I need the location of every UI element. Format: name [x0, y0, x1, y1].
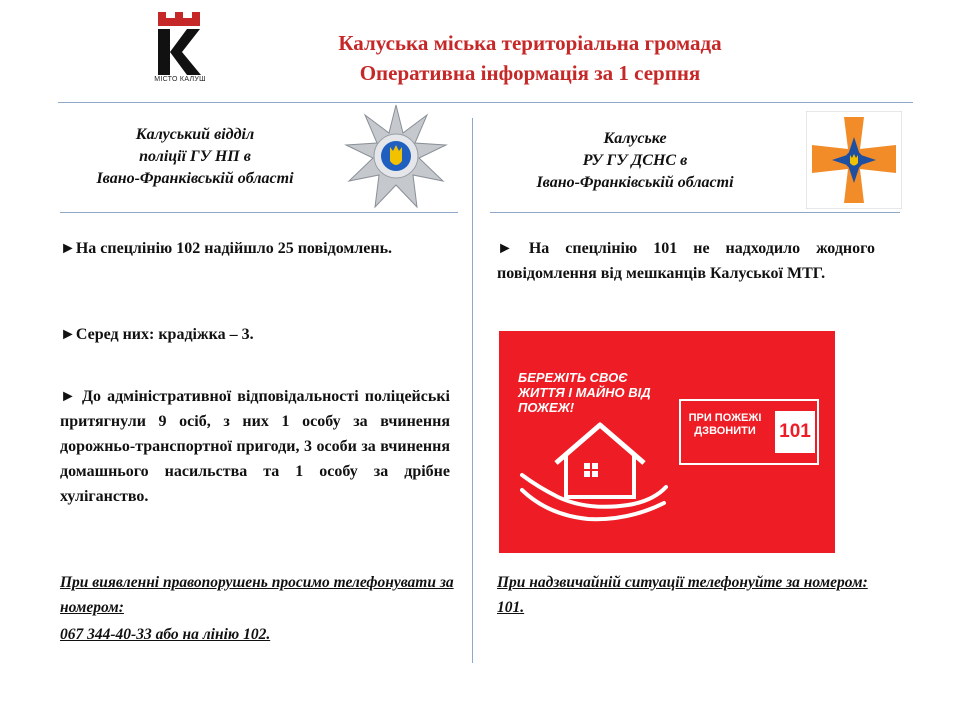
- header-divider: [58, 102, 913, 103]
- dsns-department-name: Калуське РУ ГУ ДСНС в Івано-Франківській області: [536, 130, 734, 191]
- house-in-hand-icon: [518, 415, 668, 525]
- banner-fire-text: ПРИ ПОЖЕЖІ ДЗВОНИТИ: [688, 412, 762, 437]
- logo-caption: МІСТО КАЛУШ: [154, 76, 206, 83]
- kalush-k-logo-icon: [155, 12, 203, 82]
- dsns-call-instruction: При надзвичайній ситуації телефонуйте за номером: 101.: [497, 574, 868, 616]
- column-divider: [472, 118, 473, 663]
- police-report-administrative: ► До адміністративної відповідальності поліцейські притягнули 9 осіб, з них 1 особу за вчинення дорожньо-транспортної пригоди, 3 особи за вчинення домашнього насильства та 1 особу за дрібне хуліганство.: [60, 388, 450, 505]
- dsns-report: ► На спецлінію 101 не надходило жодного повідомлення від мешканців Калуської МТГ.: [497, 240, 875, 282]
- police-divider: [60, 212, 458, 213]
- police-department-name: Калуський відділ поліції ГУ НП в Івано-Франківській області: [96, 126, 294, 187]
- police-star-emblem-icon: [343, 103, 449, 209]
- banner-slogan: БЕРЕЖІТЬ СВОЄ ЖИТТЯ І МАЙНО ВІД ПОЖЕЖ!: [518, 370, 651, 415]
- police-call-instruction: При виявленні правопорушень просимо телефонувати за номером:: [60, 574, 454, 616]
- dsns-divider: [490, 212, 900, 213]
- dsns-cross-emblem-icon: [806, 111, 902, 209]
- page-subtitle: Оперативна інформація за 1 серпня: [359, 61, 701, 85]
- police-report-calls: ►На спецлінію 102 надійшло 25 повідомлень.: [60, 240, 393, 257]
- police-phone-number: 067 344-40-33 або на лінію 102.: [60, 626, 271, 643]
- page-title: Калуська міська територіальна громада: [338, 31, 722, 55]
- police-report-thefts: ►Серед них: крадіжка – 3.: [60, 326, 254, 343]
- banner-emergency-number: 101: [779, 421, 811, 442]
